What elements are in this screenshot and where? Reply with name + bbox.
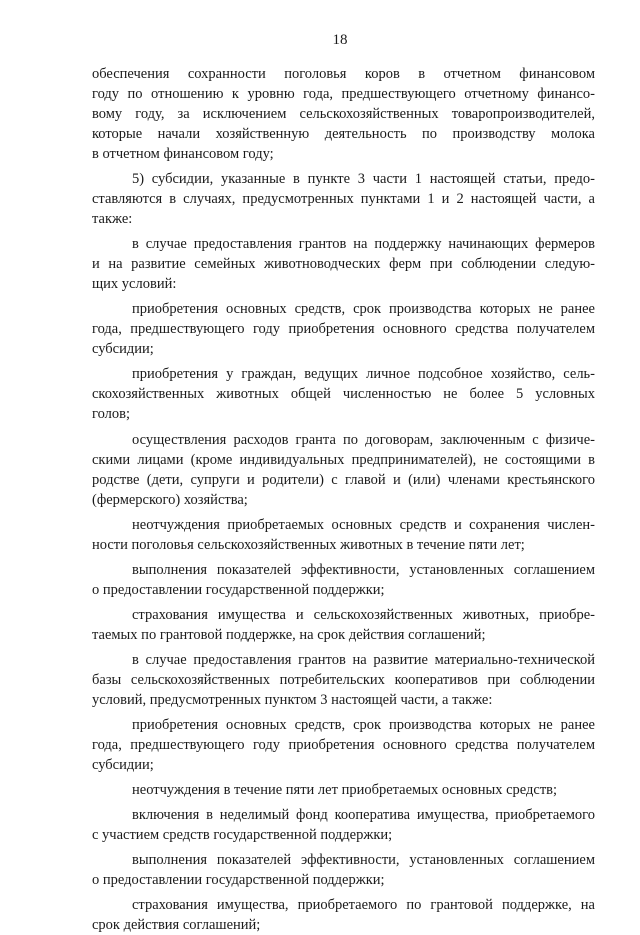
text-line: условий, предусмотренных пунктом 3 настоящей части, а также: <box>92 691 493 708</box>
text-line: таемых по грантовой поддержке, на срок действия соглашений; <box>92 626 486 643</box>
text-line: 5) субсидии, указанные в пункте 3 части 1 настоящей статьи, предо- <box>132 171 595 188</box>
text-line: срок действия соглашений; <box>92 917 261 934</box>
text-line: неотчуждения приобретаемых основных средств и сохранения числен- <box>132 516 595 533</box>
text-line: в отчетном финансовом году; <box>92 146 274 162</box>
text-line: скими лицами (кроме индивидуальных предпринимателей), не состоящими в <box>92 451 595 468</box>
text-line: также: <box>92 211 133 228</box>
text-line: скохозяйственных животных общей численностью не более 5 условных <box>92 386 595 403</box>
text-line: включения в неделимый фонд кооператива имущества, приобретаемого <box>132 807 595 824</box>
text-line: которые начали хозяйственную деятельность по производству молока <box>92 126 595 142</box>
text-line: в случае предоставления грантов на развитие материально-технической <box>132 651 595 668</box>
text-line: приобретения основных средств, срок производства которых не ранее <box>132 301 595 318</box>
text-line: о предоставлении государственной поддержки; <box>92 872 385 889</box>
text-line: выполнения показателей эффективности, установленных соглашением <box>132 561 595 578</box>
text-line: обеспечения сохранности поголовья коров в отчетном финансовом <box>92 66 595 82</box>
page-number: 18 <box>332 32 348 48</box>
text-line: с участием средств государственной поддержки; <box>92 827 393 844</box>
text-line: году по отношению к уровню года, предшествующего отчетному финансо- <box>92 86 595 102</box>
text-line: родстве (дети, супруги и родители) с главой и (или) членами крестьянского <box>92 471 595 488</box>
text-line: года, предшествующего году приобретения основного средства получателем <box>92 737 595 753</box>
text-line: щих условий: <box>92 276 177 293</box>
text-line: года, предшествующего году приобретения основного средства получателем <box>92 321 595 338</box>
text-line: и на развитие семейных животноводческих ферм при соблюдении следую- <box>92 256 595 273</box>
text-line: приобретения основных средств, срок производства которых не ранее <box>132 717 595 733</box>
text-line: приобретения у граждан, ведущих личное подсобное хозяйство, сель- <box>132 366 595 383</box>
text-line: ности поголовья сельскохозяйственных животных в течение пяти лет; <box>92 536 525 553</box>
text-line: осуществления расходов гранта по договорам, заключенным с физиче- <box>132 431 595 448</box>
text-line: субсидии; <box>92 341 154 358</box>
text-line: страхования имущества, приобретаемого по грантовой поддержке, на <box>132 897 595 914</box>
text-line: неотчуждения в течение пяти лет приобретаемых основных средств; <box>132 782 558 799</box>
text-line: (фермерского) хозяйства; <box>92 491 248 508</box>
text-line: субсидии; <box>92 757 154 773</box>
text-line: ставляются в случаях, предусмотренных пунктами 1 и 2 настоящей части, а <box>92 191 595 208</box>
text-line: голов; <box>92 406 131 423</box>
text-line: страхования имущества и сельскохозяйственных животных, приобре- <box>132 606 595 623</box>
text-line: о предоставлении государственной поддержки; <box>92 581 385 598</box>
text-line: в случае предоставления грантов на поддержку начинающих фермеров <box>132 236 595 253</box>
text-line: выполнения показателей эффективности, установленных соглашением <box>132 852 595 869</box>
text-line: базы сельскохозяйственных потребительских кооперативов при соблюдении <box>92 671 595 688</box>
text-line: вому году, за исключением сельскохозяйственных товаропроизводителей, <box>92 106 595 122</box>
